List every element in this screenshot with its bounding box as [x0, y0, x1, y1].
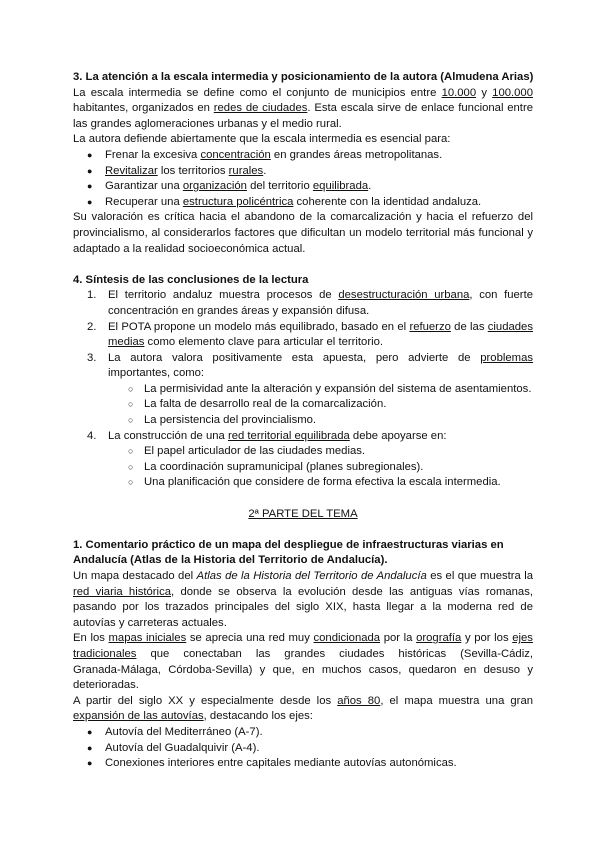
bullet-dot-icon: ●	[87, 742, 93, 753]
page-content	[73, 70, 533, 772]
numbered-item-1-cont: concentración en grandes áreas y expansión difusa.	[108, 304, 370, 317]
numbered-item-3: 3. La autora valora positivamente esta apuesta, pero advierte de problemas	[87, 351, 533, 364]
circle-bullet-icon: ○	[128, 415, 134, 426]
sub-list-item: ○ La permisividad ante la alteración y expansión del sistema de asentamientos.	[73, 382, 533, 398]
s3-p1-line2: habitantes, organizados en redes de ciudades. Esta escala sirve de enlace funcional entre	[73, 102, 533, 115]
s3-p3-line1: Su valoración es crítica hacia el abandono de la comarcalización y hacia el refuerzo del	[73, 211, 533, 224]
circle-bullet-icon: ○	[128, 383, 134, 394]
list-item: ● Garantizar una organización del territorio equilibrada.	[73, 179, 533, 195]
section-3-heading: 3. La atención a la escala intermedia y posicionamiento de la autora (Almudena Arias)	[73, 71, 534, 83]
p2-p3-line1: A partir del siglo XX y especialmente desde los años 80, el mapa muestra una gran	[73, 694, 534, 707]
bullet-dot-icon: ●	[87, 149, 93, 160]
s3-p1-line1: La escala intermedia se define como el conjunto de municipios entre 10.000 y 100.000	[73, 86, 533, 99]
list-item: ● Autovía del Guadalquivir (A-4).	[73, 741, 533, 757]
bullet-dot-icon: ●	[87, 758, 93, 769]
sub-list-item: ○ La coordinación supramunicipal (planes subregionales).	[73, 460, 533, 476]
list-item: ● Frenar la excesiva concentración en grandes áreas metropolitanas.	[73, 148, 533, 164]
numbered-item-1: 1. El territorio andaluz muestra procesos de desestructuración urbana, con fuerte	[87, 289, 533, 302]
part-2-title: 2ª PARTE DEL TEMA	[248, 507, 358, 520]
bullet-dot-icon: ●	[87, 196, 93, 207]
p2-p2-line2: tradicionales que conectaban las grandes ciudades históricas (Sevilla-Cádiz,	[73, 647, 533, 660]
circle-bullet-icon: ○	[128, 399, 134, 410]
sub-list-item: ○ La persistencia del provincialismo.	[73, 413, 533, 429]
p2-p1-line1: Un mapa destacado del Atlas de la Historia del Territorio de Andalucía es el que muestra la	[73, 570, 534, 582]
list-item: ● Recuperar una estructura policéntrica coherente con la identidad andaluza.	[73, 195, 533, 211]
s3-p3-line3: adaptado a la realidad socioeconómica actual.	[73, 242, 306, 255]
list-item: ● Revitalizar los territorios rurales.	[73, 164, 533, 180]
p2-p1-line2: red viaria histórica, donde se observa la evolución desde las antiguas vías romanas,	[73, 585, 533, 598]
list-item: ● Conexiones interiores entre capitales mediante autovías autonómicas.	[73, 756, 533, 772]
bullet-dot-icon: ●	[87, 165, 93, 176]
part-2-heading-line1: 1. Comentario práctico de un mapa del despliegue de infraestructuras viarias en	[73, 538, 504, 551]
circle-bullet-icon: ○	[128, 446, 134, 457]
bullet-dot-icon: ●	[87, 726, 93, 737]
list-item: ● Autovía del Mediterráneo (A-7).	[73, 725, 533, 741]
circle-bullet-icon: ○	[128, 477, 134, 488]
numbered-item-3-cont: importantes, como:	[108, 367, 205, 380]
numbered-item-2: 2. El POTA propone un modelo más equilibrado, basado en el refuerzo de las ciudades	[87, 320, 533, 333]
circle-bullet-icon: ○	[128, 461, 134, 472]
p2-p1-line3: pasando por los trazados principales del siglo XIX, hasta llegar a la moderna red de	[73, 601, 533, 614]
p2-p2-line4: deterioradas.	[73, 679, 139, 692]
sub-list-item: ○ La falta de desarrollo real de la comarcalización.	[73, 397, 533, 413]
numbered-item-2-cont: medias como elemento clave para articular el territorio.	[108, 336, 384, 349]
sub-list-item: ○ El papel articulador de las ciudades medias.	[73, 444, 533, 460]
numbered-item-4: 4. La construcción de una red territorial equilibrada debe apoyarse en:	[87, 429, 447, 442]
part-2-heading-line2: Andalucía (Atlas de la Historia del Territorio de Andalucía).	[73, 554, 388, 567]
p2-p3-line2: expansión de las autovías, destacando los ejes:	[73, 710, 313, 723]
sub-list-item: ○ Una planificación que considere de forma efectiva la escala intermedia.	[73, 475, 533, 491]
p2-p1-line4: autovías y carreteras actuales.	[73, 616, 227, 629]
p2-p2-line1: En los mapas iniciales se aprecia una red muy condicionada por la orografía y por los ejes	[73, 632, 533, 645]
s3-p3-line2: provincialismo, al considerarlos factores que dificultan un modelo territorial más funcional y	[73, 226, 533, 239]
s3-p2: La autora defiende abiertamente que la escala intermedia es esencial para:	[73, 133, 451, 146]
p2-p2-line3: Granada-Málaga, Córdoba-Sevilla) y que, en muchos casos, quedaron en desuso y	[73, 663, 533, 676]
section-4-heading: 4. Síntesis de las conclusiones de la lectura	[73, 273, 309, 286]
bullet-dot-icon: ●	[87, 181, 93, 192]
s3-p1-line3: las grandes aglomeraciones urbanas y el medio rural.	[73, 117, 342, 130]
